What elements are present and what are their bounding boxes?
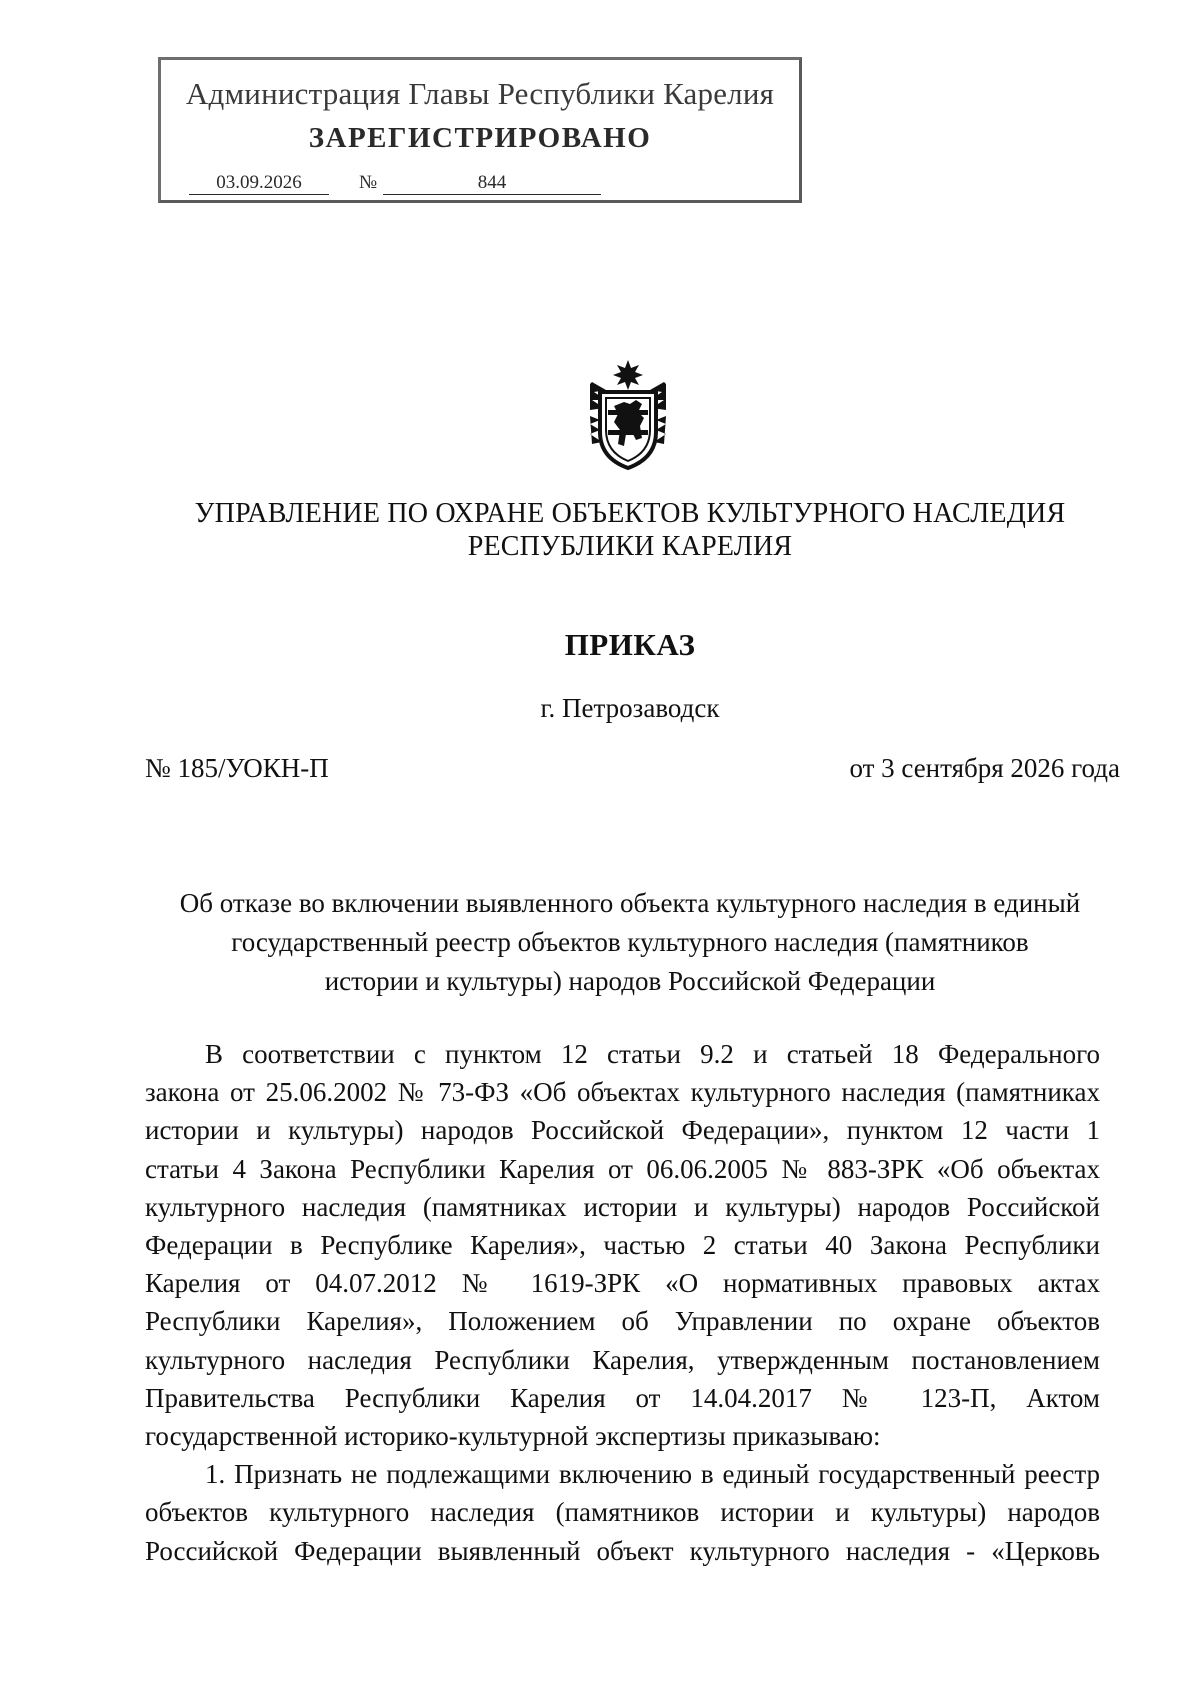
body-line: закона от 25.06.2002 № 73-ФЗ «Об объектах культурного наследия (памятниках bbox=[145, 1077, 1100, 1108]
karelia-coat-of-arms-icon bbox=[584, 360, 672, 472]
stamp-registered-label: ЗАРЕГИСТРИРОВАНО bbox=[308, 122, 652, 154]
body-line: объектов культурного наследия (памятников истории и культуры) народов bbox=[145, 1497, 1100, 1528]
subject-line: истории и культуры) народов Российской Федерации bbox=[324, 966, 936, 996]
department-name-line2: РЕСПУБЛИКИ КАРЕЛИЯ bbox=[467, 531, 793, 562]
order-subject bbox=[130, 884, 1130, 1001]
document-type-title: ПРИКАЗ bbox=[564, 627, 696, 662]
body-line: Карелия от 04.07.2012 № 1619-ЗРК «О нормативных правовых актах bbox=[145, 1268, 1100, 1299]
stamp-number-sign: № bbox=[359, 172, 378, 193]
body-line: культурного наследия (памятниках истории и культуры) народов Российской bbox=[145, 1191, 1100, 1222]
body-line: Федерации в Республике Карелия», частью 2 статьи 40 Закона Республики bbox=[145, 1230, 1100, 1261]
body-line: культурного наследия Республики Карелия, утвержденным постановлением bbox=[145, 1344, 1100, 1375]
body-line: В соответствии с пунктом 12 статьи 9.2 и статьей 18 Федерального bbox=[205, 1039, 1100, 1069]
city: г. Петрозаводск bbox=[540, 693, 720, 723]
registration-stamp bbox=[158, 57, 802, 203]
subject-line: государственный реестр объектов культурного наследия (памятников bbox=[231, 927, 1029, 957]
body-line: 1. Признать не подлежащими включению в единый государственный реестр bbox=[205, 1459, 1100, 1490]
stamp-authority: Администрация Главы Республики Карелия bbox=[185, 76, 775, 111]
body-line: Правительства Республики Карелия от 14.04.2017 № 123-П, Актом bbox=[145, 1382, 1100, 1413]
body-line: Российской Федерации выявленный объект культурного наследия - «Церковь bbox=[145, 1535, 1100, 1566]
order-number: № 185/УОКН-П bbox=[145, 753, 329, 783]
body-line: статьи 4 Закона Республики Карелия от 06.06.2005 № 883-ЗРК «Об объектах bbox=[145, 1153, 1100, 1184]
stamp-number: 844 bbox=[383, 172, 601, 195]
stamp-date: 03.09.2026 bbox=[189, 172, 329, 195]
body-line: государственной историко-культурной экспертизы приказываю: bbox=[145, 1421, 881, 1452]
subject-line: Об отказе во включении выявленного объекта культурного наследия в единый bbox=[179, 888, 1081, 918]
department-name-line1: УПРАВЛЕНИЕ ПО ОХРАНЕ ОБЪЕКТОВ КУЛЬТУРНОГО НАСЛЕДИЯ bbox=[194, 498, 1066, 529]
body-line: Республики Карелия», Положением об Управлении по охране объектов bbox=[145, 1306, 1100, 1337]
order-body bbox=[145, 1035, 1100, 1570]
order-date: от 3 сентября 2026 года bbox=[849, 753, 1120, 783]
body-line: истории и культуры) народов Российской Федерации», пунктом 12 части 1 bbox=[145, 1115, 1100, 1146]
